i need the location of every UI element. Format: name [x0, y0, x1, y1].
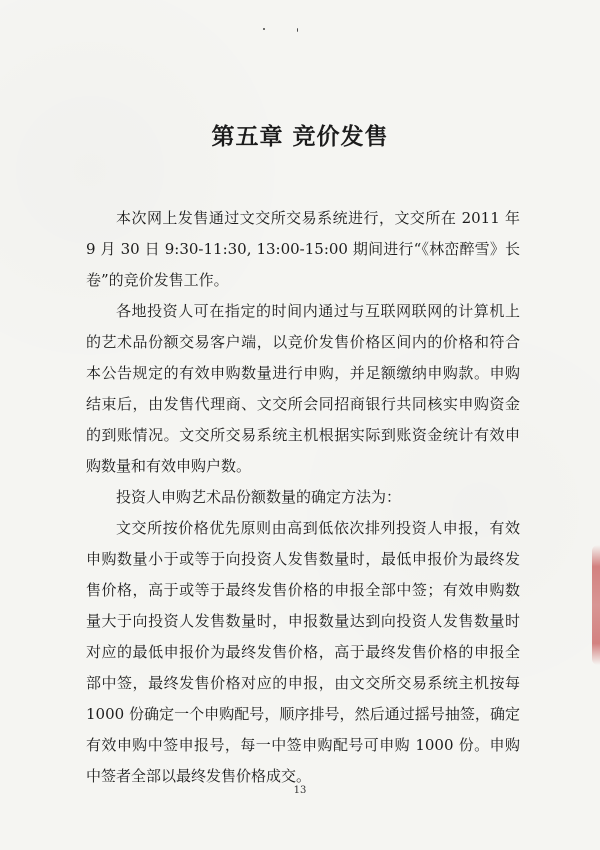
- scan-mark: [263, 28, 265, 30]
- paragraph-4: 文交所按价格优先原则由高到低依次排列投资人申报，有效申购数量小于或等于向投资人发售数量时，最低申报价为最终发售价格，高于或等于最终发售价格的申报全部中签；有效申购数量大于向投资人发售数量时，申报数量达到向投资人发售数量时对应的最低申报价为最终发售价格，高于最终发售价格的申报全部中签，最终发售价格对应的申报，由文交所交易系统主机按每 1000 份确定一个申购配号，顺序排号，然后通过摇号抽签，确定有效申购中签申报号，每一中签申购配号可申购 1000 份。申购中签者全部以最终发售价格成交。: [86, 519, 520, 785]
- paragraph-2: 各地投资人可在指定的时间内通过与互联网联网的计算机上的艺术品份额交易客户端，以竞价发售价格区间内的价格和符合本公告规定的有效申购数量进行申购，并足额缴纳申购款。申购结束后，由发售代理商、文交所会同招商银行共同核实申购资金的到账情况。文交所交易系统主机根据实际到账资金统计有效申购数量和有效申购户数。: [86, 302, 520, 475]
- paragraph-3: 投资人申购艺术品份额数量的确定方法为：: [116, 488, 402, 506]
- red-stamp-edge: [592, 545, 600, 665]
- document-body: [86, 203, 520, 792]
- scan-mark: [297, 28, 298, 32]
- paragraph-1: 本次网上发售通过文交所交易系统进行，文交所在 2011 年 9 月 30 日 9:30-11:30, 13:00-15:00 期间进行“《林峦醉雪》长卷”的竞价发售工作。: [86, 209, 520, 289]
- chapter-title: 第五章 竞价发售: [211, 123, 389, 150]
- page-number: 13: [293, 785, 307, 796]
